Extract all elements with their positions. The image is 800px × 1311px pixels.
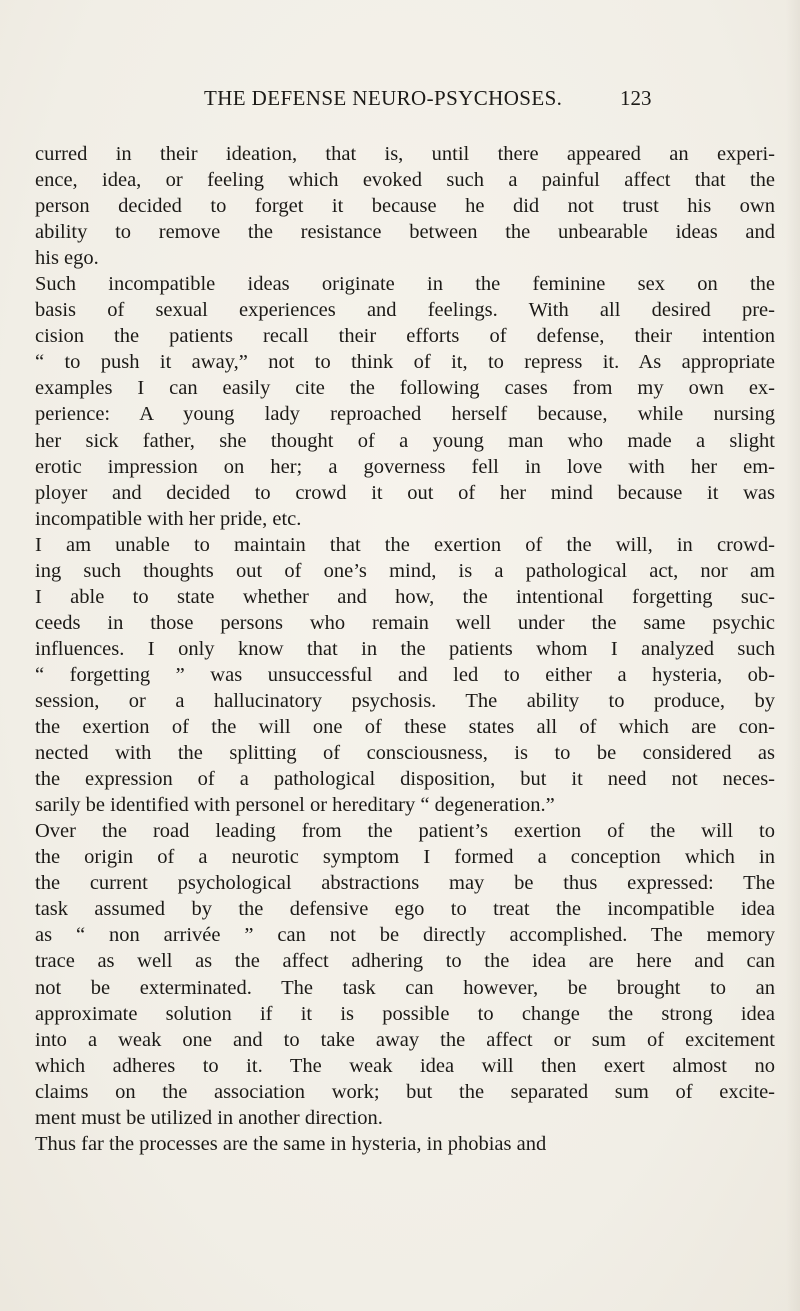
text-line: nected with the splitting of consciousness, is to be considered as — [35, 742, 775, 765]
text-line: approximate solution if it is possible to change the strong idea — [35, 1002, 775, 1025]
text-line: ment must be utilized in another direction. — [35, 1106, 383, 1129]
text-line: trace as well as the affect adhering to the idea are here and can — [35, 950, 775, 973]
text-line: person decided to forget it because he did not trust his own — [35, 195, 775, 218]
text-line: the exertion of the will one of these states all of which are con- — [35, 716, 775, 739]
text-line: basis of sexual experiences and feelings. With all desired pre- — [35, 299, 775, 322]
text-line: influences. I only know that in the patients whom I analyzed such — [35, 637, 775, 660]
text-line: examples I can easily cite the following cases from my own ex- — [35, 377, 775, 400]
text-line: ployer and decided to crowd it out of her mind because it was — [35, 481, 775, 504]
text-line: erotic impression on her; a governess fell in love with her em- — [35, 455, 775, 478]
text-line: Over the road leading from the patient’s exertion of the will to — [35, 820, 775, 843]
page-header — [0, 86, 800, 116]
text-line: ceeds in those persons who remain well under the same psychic — [35, 611, 775, 634]
text-line: “ forgetting ” was unsuccessful and led to either a hysteria, ob- — [35, 663, 775, 686]
text-line: Thus far the processes are the same in hysteria, in phobias and — [35, 1132, 547, 1155]
text-line: into a weak one and to take away the affect or sum of excitement — [35, 1028, 775, 1051]
text-line: the origin of a neurotic symptom I formed a conception which in — [35, 846, 775, 869]
page-edge-shadow — [786, 0, 800, 1311]
text-line: her sick father, she thought of a young man who made a slight — [35, 429, 775, 452]
text-line: I able to state whether and how, the intentional forgetting suc- — [35, 585, 775, 608]
text-line: not be exterminated. The task can however, be brought to an — [35, 976, 775, 999]
body-text — [35, 141, 775, 1157]
text-line: claims on the association work; but the separated sum of excite- — [35, 1080, 775, 1103]
text-line: sarily be identified with personel or hereditary “ degeneration.” — [35, 794, 555, 817]
text-line: ability to remove the resistance between the unbearable ideas and — [35, 221, 775, 244]
text-line: perience: A young lady reproached herself because, while nursing — [35, 403, 775, 426]
text-line: curred in their ideation, that is, until there appeared an experi- — [35, 143, 775, 165]
text-line: cision the patients recall their efforts of defense, their intention — [35, 325, 775, 348]
text-line: “ to push it away,” not to think of it, to repress it. As appropriate — [35, 351, 775, 374]
text-line: Such incompatible ideas originate in the feminine sex on the — [35, 273, 775, 296]
text-line: task assumed by the defensive ego to treat the incompatible idea — [35, 898, 775, 921]
text-line: incompatible with her pride, etc. — [35, 507, 302, 530]
running-title: THE DEFENSE NEURO-PSYCHOSES. — [204, 86, 563, 110]
text-line: which adheres to it. The weak idea will then exert almost no — [35, 1054, 775, 1077]
text-line: as “ non arrivée ” can not be directly accomplished. The memory — [35, 924, 775, 947]
text-line: ence, idea, or feeling which evoked such a painful affect that the — [35, 169, 775, 192]
text-line: the current psychological abstractions may be thus expressed: The — [35, 872, 775, 895]
text-line: ing such thoughts out of one’s mind, is a pathological act, nor am — [35, 559, 775, 582]
text-line: the expression of a pathological disposition, but it need not neces- — [35, 768, 775, 791]
text-line: session, or a hallucinatory psychosis. The ability to produce, by — [35, 689, 775, 712]
text-line: his ego. — [35, 247, 99, 270]
text-line: I am unable to maintain that the exertion of the will, in crowd- — [35, 533, 775, 556]
page-number: 123 — [620, 86, 652, 110]
